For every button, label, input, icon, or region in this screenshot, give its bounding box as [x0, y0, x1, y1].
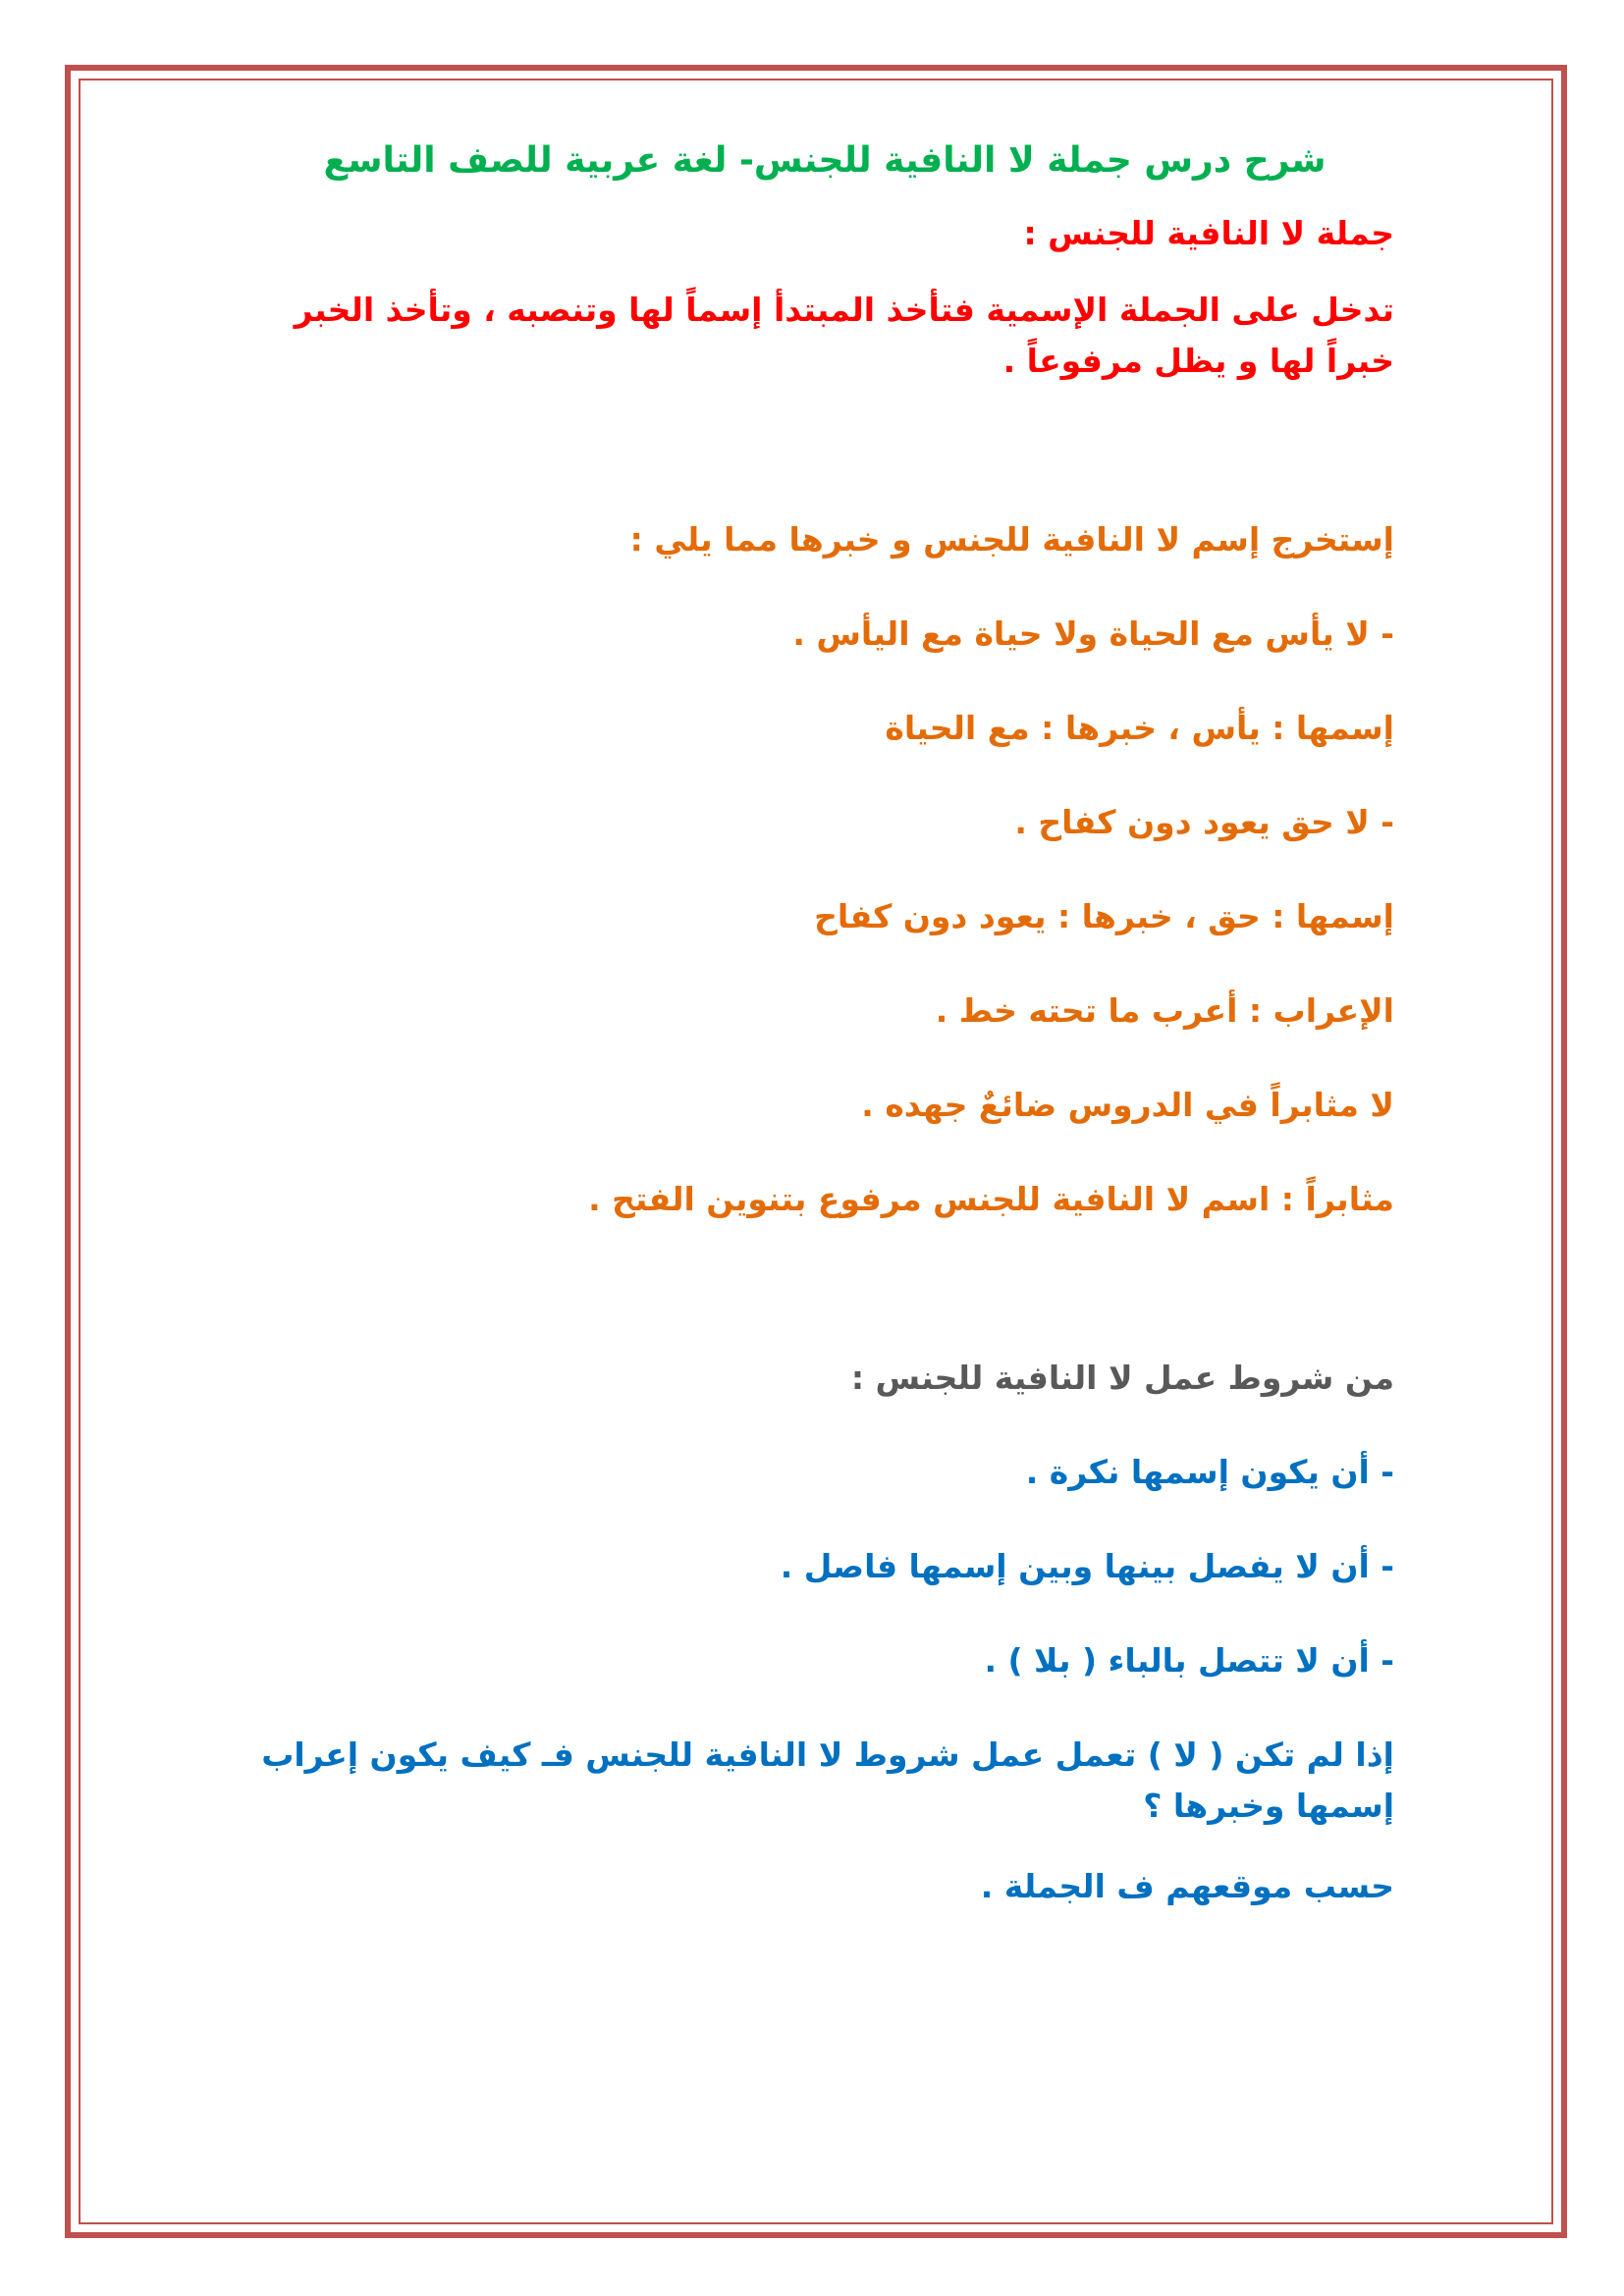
exercise-answer-1: إسمها : يأس ، خبرها : مع الحياة	[885, 709, 1394, 747]
condition-item: - أن يكون إسمها نكرة .	[1025, 1453, 1394, 1491]
definition-text: تدخل على الجملة الإسمية فتأخذ المبتدأ إسماً لها وتنصبه ، وتأخذ الخبر خبراً لها و يظل مرفوعاً .	[294, 291, 1394, 380]
condition-item: - أن لا تتصل بالباء ( بلا ) .	[984, 1641, 1394, 1680]
conditions-question: إذا لم تكن ( لا ) تعمل عمل شروط لا النافية للجنس فـ كيف يكون إعراب إسمها وخبرها ؟	[261, 1735, 1394, 1825]
exercise-example-2: - لا حق يعود دون كفاح .	[1014, 803, 1394, 841]
parsing-answer: مثابراً : اسم لا النافية للجنس مرفوع بتنوين الفتح .	[588, 1180, 1394, 1218]
definition-heading: جملة لا النافية للجنس :	[1023, 214, 1394, 252]
document-body	[255, 118, 1394, 1912]
conditions-answer: حسب موقعهم ف الجملة .	[980, 1867, 1394, 1905]
document-title: شرح درس جملة لا النافية للجنس- لغة عربية للصف التاسع	[323, 140, 1326, 181]
exercise-answer-2: إسمها : حق ، خبرها : يعود دون كفاح	[814, 897, 1394, 935]
parsing-question: الإعراب : أعرب ما تحته خط .	[935, 991, 1394, 1030]
conditions-heading: من شروط عمل لا النافية للجنس :	[850, 1359, 1394, 1397]
condition-item: - أن لا يفصل بينها وبين إسمها فاصل .	[780, 1547, 1394, 1585]
parsing-sentence: لا مثابراً في الدروس ضائعٌ جهده .	[861, 1086, 1394, 1124]
exercise-question: إستخرج إسم لا النافية للجنس و خبرها مما يلي :	[629, 520, 1394, 559]
exercise-example-1: - لا يأس مع الحياة ولا حياة مع اليأس .	[792, 614, 1394, 653]
